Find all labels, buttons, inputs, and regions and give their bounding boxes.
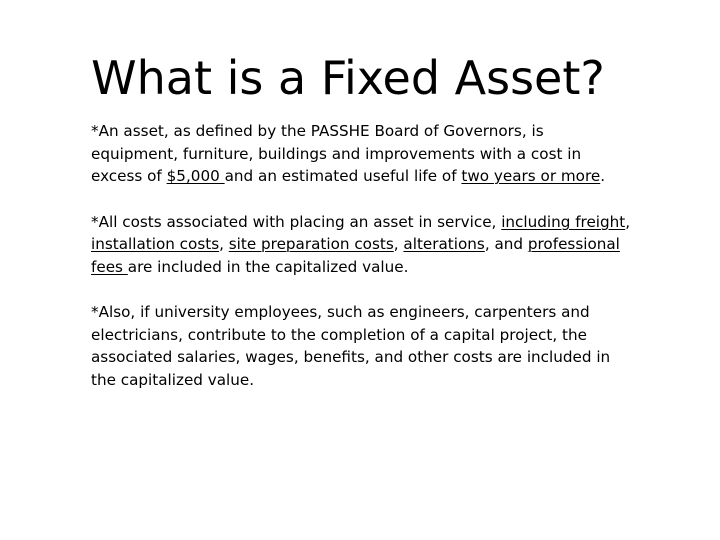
text-segment: , bbox=[393, 235, 404, 253]
underlined-text: including freight bbox=[501, 212, 626, 231]
underlined-text: fees bbox=[91, 257, 128, 276]
text-line bbox=[91, 233, 621, 256]
text-line bbox=[91, 256, 621, 279]
text-segment: excess of bbox=[91, 167, 167, 185]
text-segment: , bbox=[625, 212, 631, 231]
text-segment: . bbox=[600, 167, 606, 185]
text-line bbox=[91, 369, 621, 392]
underlined-text: professional bbox=[527, 235, 620, 253]
text-segment: associated salaries, wages, benefits, and other costs are included in bbox=[91, 348, 611, 366]
slide-title: What is a Fixed Asset? bbox=[91, 51, 605, 105]
text-segment: *All costs associated with placing an asset in service, bbox=[91, 212, 502, 231]
text-segment: electricians, contribute to the completion of a capital project, the bbox=[91, 325, 587, 344]
text-line bbox=[91, 301, 621, 324]
text-segment: the capitalized value. bbox=[91, 370, 255, 389]
text-line bbox=[91, 211, 631, 234]
text-line bbox=[91, 143, 621, 166]
underlined-text: alterations bbox=[403, 235, 485, 253]
paragraph-3 bbox=[91, 301, 621, 391]
paragraph-2 bbox=[91, 211, 631, 279]
text-segment: are included in the capitalized value. bbox=[127, 257, 409, 276]
text-segment: , bbox=[219, 235, 229, 253]
underlined-text: $5,000 bbox=[166, 167, 225, 185]
underlined-text: installation costs bbox=[91, 235, 220, 253]
text-segment: *Also, if university employees, such as engineers, carpenters and bbox=[91, 303, 590, 321]
text-line bbox=[91, 120, 621, 143]
text-segment: *An asset, as defined by the PASSHE Board of Governors, is bbox=[91, 122, 544, 140]
text-segment: equipment, furniture, buildings and improvements with a cost in bbox=[91, 144, 582, 163]
text-line bbox=[91, 165, 621, 188]
text-segment: and an estimated useful life of bbox=[224, 167, 462, 185]
paragraph-1 bbox=[91, 120, 621, 188]
text-line bbox=[91, 346, 621, 369]
underlined-text: site preparation costs bbox=[228, 235, 394, 253]
underlined-text: two years or more bbox=[461, 167, 601, 185]
text-segment: , and bbox=[484, 235, 528, 253]
slide-body bbox=[91, 120, 631, 414]
text-line bbox=[91, 324, 621, 347]
